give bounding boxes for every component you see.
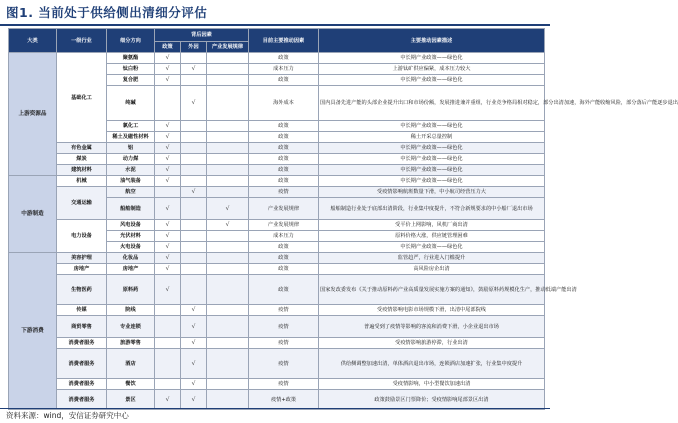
table-row (9, 253, 545, 264)
main-factor-cell: 政策 (249, 154, 319, 165)
check-cell: √ (155, 154, 181, 165)
check-cell: √ (155, 64, 181, 75)
table-row (9, 154, 545, 165)
direction-cell: 复合肥 (107, 75, 155, 86)
check-cell (155, 86, 181, 121)
header-external: 外因 (181, 42, 207, 53)
check-cell: √ (155, 132, 181, 143)
header-policy: 政策 (155, 42, 181, 53)
check-cell (207, 64, 249, 75)
check-cell (155, 379, 181, 390)
description-cell: 受疫情影响电影市场规模下滑，出清中尾部院线 (319, 305, 545, 316)
direction-cell: 钛白粉 (107, 64, 155, 75)
check-cell (207, 379, 249, 390)
check-cell: √ (155, 165, 181, 176)
check-cell (181, 275, 207, 305)
check-cell (181, 198, 207, 220)
main-factor-cell: 海外成本 (249, 86, 319, 121)
check-cell: √ (155, 275, 181, 305)
description-cell: 中长期产业政策——绿色化 (319, 75, 545, 86)
main-factor-cell: 政策 (249, 143, 319, 154)
header-description: 主要推动因素描述 (319, 29, 545, 53)
direction-cell: 风电设备 (107, 220, 155, 231)
table-row (9, 349, 545, 379)
check-cell (207, 154, 249, 165)
direction-cell: 聚氨酯 (107, 53, 155, 64)
direction-cell: 水泥 (107, 165, 155, 176)
check-cell: √ (181, 316, 207, 338)
table-row (9, 275, 545, 305)
check-cell (181, 121, 207, 132)
check-cell: √ (155, 143, 181, 154)
header-row (9, 29, 545, 42)
industry-cell: 交通运输 (57, 187, 107, 220)
main-factor-cell: 政策 (249, 275, 319, 305)
check-cell (207, 264, 249, 275)
main-factor-cell: 政策 (249, 176, 319, 187)
check-cell: √ (155, 176, 181, 187)
description-cell: 中长期产业政策——绿色化 (319, 242, 545, 253)
check-cell (181, 165, 207, 176)
direction-cell: 院线 (107, 305, 155, 316)
description-cell: 上游钛矿供应偏紧，成本压力较大 (319, 64, 545, 75)
check-cell (181, 154, 207, 165)
check-cell (181, 75, 207, 86)
industry-cell: 基础化工 (57, 53, 107, 143)
table-row (9, 316, 545, 338)
main-factor-cell: 产业发展规律 (249, 220, 319, 231)
description-cell: 中长期产业政策——绿色化 (319, 143, 545, 154)
check-cell (207, 143, 249, 154)
check-cell (207, 242, 249, 253)
check-cell (207, 349, 249, 379)
description-cell: 监管趋严，行业进入门槛提升 (319, 253, 545, 264)
description-cell: 受疫情影响，中小型餐饮加速出清 (319, 379, 545, 390)
table-row (9, 165, 545, 176)
description-cell: 供给侧调整加速出清，单体酒店退出市场，连锁酒店加速扩张，行业集中度提升 (319, 349, 545, 379)
main-factor-cell: 成本压力 (249, 231, 319, 242)
title-divider (0, 24, 550, 26)
direction-cell: 化妆品 (107, 253, 155, 264)
check-cell (181, 253, 207, 264)
check-cell (181, 143, 207, 154)
main-factor-cell: 政策 (249, 242, 319, 253)
description-cell: 船舶制造行业处于底部出清阶段，行业集中度提升，不符合新规要求的中小船厂退出市场 (319, 198, 545, 220)
check-cell: √ (155, 390, 181, 410)
check-cell (207, 275, 249, 305)
check-cell: √ (155, 198, 181, 220)
main-factor-cell: 疫情 (249, 187, 319, 198)
check-cell (207, 176, 249, 187)
supply-side-clearing-table (8, 28, 678, 410)
check-cell (181, 242, 207, 253)
description-cell: 中长期产业政策——绿色化 (319, 154, 545, 165)
check-cell (207, 165, 249, 176)
main-factor-cell: 疫情+政策 (249, 390, 319, 410)
check-cell: √ (181, 338, 207, 349)
check-cell: √ (207, 198, 249, 220)
table-row (9, 187, 545, 198)
description-cell: 稀土开采总量控制 (319, 132, 545, 143)
check-cell: √ (207, 220, 249, 231)
check-cell (207, 75, 249, 86)
check-cell: √ (181, 349, 207, 379)
description-cell: 受疫情影响旅游停滞，行业出清 (319, 338, 545, 349)
category-cell: 上游资源品 (9, 53, 57, 176)
category-cell: 中游制造 (9, 176, 57, 253)
direction-cell: 稀土及磁性材料 (107, 132, 155, 143)
header-industry: 一级行业 (57, 29, 107, 53)
main-factor-cell: 政策 (249, 264, 319, 275)
direction-cell: 纯碱 (107, 86, 155, 121)
direction-cell: 油气装备 (107, 176, 155, 187)
check-cell (155, 305, 181, 316)
check-cell (155, 187, 181, 198)
table-row (9, 53, 545, 64)
industry-cell: 消费者服务 (57, 338, 107, 349)
check-cell (207, 316, 249, 338)
main-factor-cell: 政策 (249, 121, 319, 132)
check-cell (181, 53, 207, 64)
figure-title: 图1. 当前处于供给侧出清细分评估 (6, 5, 208, 20)
direction-cell: 酒店 (107, 349, 155, 379)
table-row (9, 264, 545, 275)
check-cell (207, 390, 249, 410)
direction-cell: 房地产 (107, 264, 155, 275)
table-row (9, 379, 545, 390)
industry-cell: 有色金属 (57, 143, 107, 154)
header-direction: 细分方向 (107, 29, 155, 53)
direction-cell: 航空 (107, 187, 155, 198)
description-cell: 政策鼓励景区门票降价；受疫情影响尾部景区出清 (319, 390, 545, 410)
table-row (9, 390, 545, 410)
direction-cell: 餐饮 (107, 379, 155, 390)
industry-cell: 消费者服务 (57, 390, 107, 410)
check-cell: √ (155, 253, 181, 264)
check-cell (155, 349, 181, 379)
direction-cell: 火电设备 (107, 242, 155, 253)
check-cell: √ (181, 86, 207, 121)
source-note: 资料来源：wind，安信证券研究中心 (6, 411, 129, 420)
description-cell: 中长期产业政策——绿色化 (319, 121, 545, 132)
check-cell (207, 187, 249, 198)
header-law: 产业发展规律 (207, 42, 249, 53)
direction-cell: 动力煤 (107, 154, 155, 165)
check-cell (181, 231, 207, 242)
industry-cell: 煤炭 (57, 154, 107, 165)
description-cell: 受疫情影响航班数量下滑，中小航司经营压力大 (319, 187, 545, 198)
table-row (9, 305, 545, 316)
check-cell: √ (181, 64, 207, 75)
direction-cell: 原料药 (107, 275, 155, 305)
description-cell: 普遍受到了疫情等影响的客流和消费下滑，小企业退出市场 (319, 316, 545, 338)
industry-cell: 消费者服务 (57, 379, 107, 390)
check-cell (207, 338, 249, 349)
main-factor-cell: 政策 (249, 132, 319, 143)
industry-cell: 电力设备 (57, 220, 107, 253)
main-factor-cell: 产业发展规律 (249, 198, 319, 220)
table-row (9, 338, 545, 349)
main-factor-cell: 疫情 (249, 316, 319, 338)
check-cell (155, 316, 181, 338)
check-cell (207, 305, 249, 316)
footer-divider (0, 408, 550, 409)
check-cell (207, 86, 249, 121)
check-cell: √ (155, 53, 181, 64)
industry-cell: 建筑材料 (57, 165, 107, 176)
check-cell (207, 132, 249, 143)
check-cell: √ (155, 242, 181, 253)
main-factor-cell: 政策 (249, 253, 319, 264)
description-cell: 国内具备先进产能的头部企业提升出口和市场份额，发展推进兼并重组，行业竞争格局相对稳定，部分出清加速，海外产能收缩风险，部分落后产能逐步退出 (319, 86, 545, 121)
direction-cell: 旅游零售 (107, 338, 155, 349)
industry-cell: 美容护理 (57, 253, 107, 264)
direction-cell: 氯化工 (107, 121, 155, 132)
direction-cell: 光伏材料 (107, 231, 155, 242)
description-cell: 受平价上网影响，风机厂商出清 (319, 220, 545, 231)
check-cell: √ (181, 390, 207, 410)
check-cell: √ (155, 264, 181, 275)
main-factor-cell: 政策 (249, 165, 319, 176)
main-factor-cell: 政策 (249, 75, 319, 86)
table-row (9, 143, 545, 154)
direction-cell: 铝 (107, 143, 155, 154)
check-cell: √ (155, 220, 181, 231)
direction-cell: 景区 (107, 390, 155, 410)
check-cell (207, 121, 249, 132)
header-category: 大类 (9, 29, 57, 53)
table-row (9, 220, 545, 231)
check-cell (207, 53, 249, 64)
check-cell (207, 253, 249, 264)
check-cell: √ (155, 121, 181, 132)
direction-cell: 专业连锁 (107, 316, 155, 338)
description-cell: 国家发改委发布《关于推动原料药产业高质量发展实施方案的通知》，鼓励原料药规模化生产，推动低端产能出清 (319, 275, 545, 305)
check-cell (155, 338, 181, 349)
industry-cell: 传媒 (57, 305, 107, 316)
check-cell (181, 176, 207, 187)
header-background: 背后因素 (155, 29, 249, 42)
industry-cell: 消费者服务 (57, 349, 107, 379)
description-cell: 中长期产业政策——绿色化 (319, 165, 545, 176)
check-cell: √ (181, 305, 207, 316)
industry-cell: 商贸零售 (57, 316, 107, 338)
description-cell: 高风险房企出清 (319, 264, 545, 275)
description-cell: 中长期产业政策——绿色化 (319, 176, 545, 187)
category-cell: 下游消费 (9, 253, 57, 410)
main-factor-cell: 政策 (249, 53, 319, 64)
main-factor-cell: 成本压力 (249, 64, 319, 75)
check-cell: √ (155, 231, 181, 242)
check-cell (181, 132, 207, 143)
check-cell: √ (181, 187, 207, 198)
main-factor-cell: 疫情 (249, 305, 319, 316)
check-cell: √ (155, 75, 181, 86)
header-main-factor: 目前主要推动因素 (249, 29, 319, 53)
description-cell: 原料价格大涨，供应链管理困难 (319, 231, 545, 242)
check-cell: √ (181, 379, 207, 390)
main-factor-cell: 疫情 (249, 338, 319, 349)
description-cell: 中长期产业政策——绿色化 (319, 53, 545, 64)
main-factor-cell: 疫情 (249, 379, 319, 390)
direction-cell: 船舶制造 (107, 198, 155, 220)
table-row (9, 176, 545, 187)
check-cell (181, 220, 207, 231)
industry-cell: 机械 (57, 176, 107, 187)
industry-cell: 房地产 (57, 264, 107, 275)
table-body (9, 53, 678, 410)
main-factor-cell: 疫情 (249, 349, 319, 379)
industry-cell: 生物医药 (57, 275, 107, 305)
check-cell (181, 264, 207, 275)
check-cell (207, 231, 249, 242)
